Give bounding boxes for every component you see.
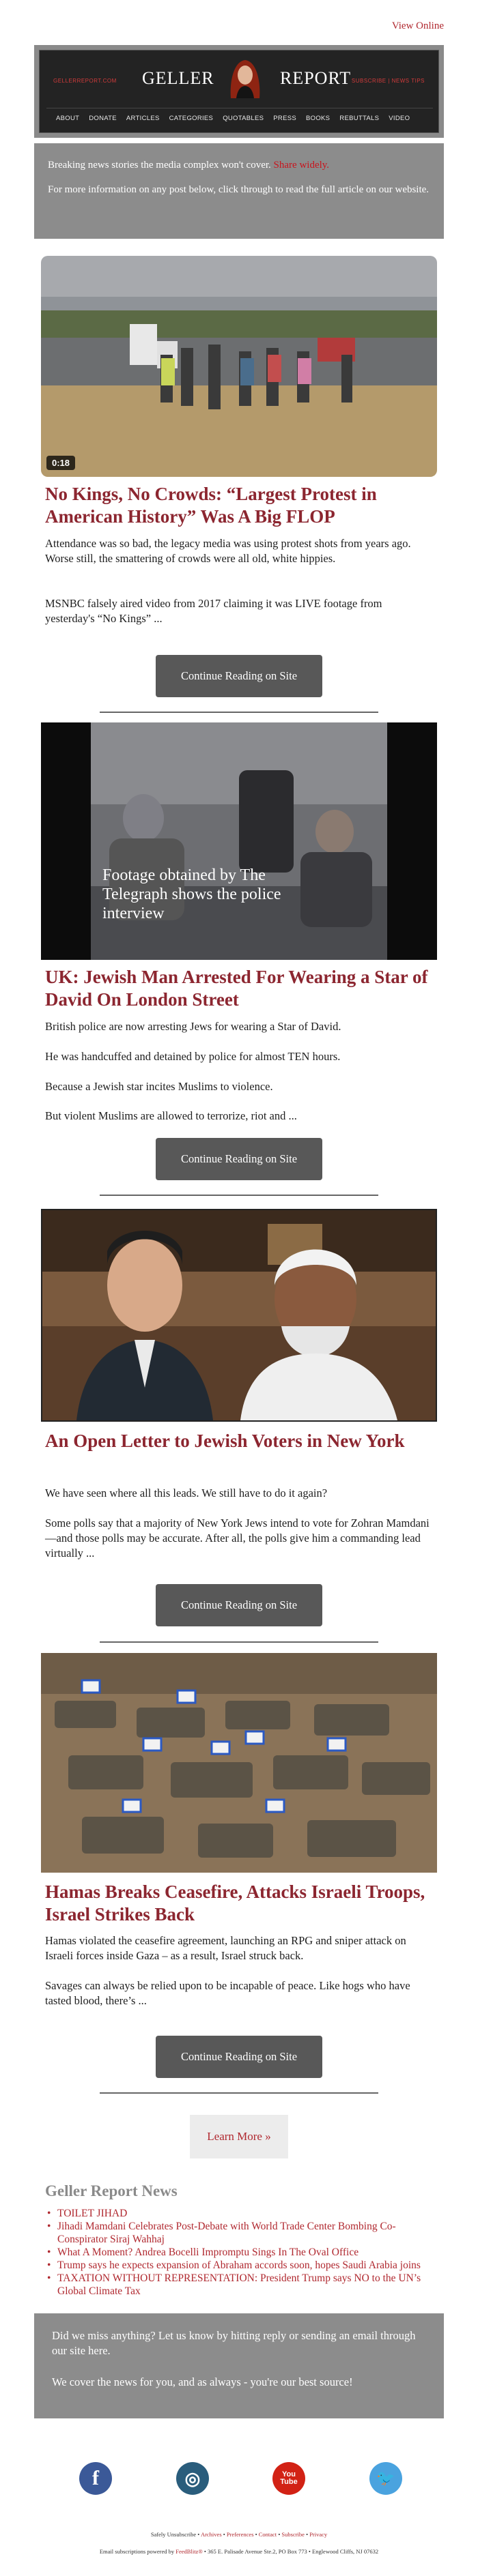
footer-links: Safely Unsubscribe • Archives • Preferences • Contact • Subscribe • Privacy [150, 2531, 328, 2538]
footer-contact-link[interactable]: Contact [258, 2531, 277, 2538]
masthead-banner[interactable] [34, 45, 444, 138]
article-2-image[interactable] [41, 722, 437, 960]
article-1-paragraph-1: Attendance was so bad, the legacy media was using protest shots from years ago. Worse still, the smattering of crowds were all old, white hippies. [45, 537, 411, 565]
article-4-paragraph-2: Savages can always be relied upon to be incapable of peace. Like hogs who have tasted blood, there’s ... [45, 1979, 410, 2007]
news-item-2[interactable]: • Jihadi Mamdani Celebrates Post-Debate with World Trade Center Bombing Co-Conspirator Siraj Wahhaj [57, 2220, 440, 2246]
masthead-site-url: GELLERREPORT.COM [53, 78, 117, 84]
mailing-address: 365 E. Palisade Avenue Ste.2, PO Box 773 • Englewood Cliffs, NJ 07632 [208, 2548, 379, 2555]
police-interview-photo [41, 722, 437, 960]
article-4-title[interactable]: Hamas Breaks Ceasefire, Attacks Israeli Troops, Israel Strikes Back [45, 1882, 425, 1924]
article-divider [100, 2092, 378, 2094]
nav-donate[interactable]: DONATE [89, 114, 117, 122]
article-1-paragraph-2: MSNBC falsely aired video from 2017 claiming it was LIVE footage from yesterday's “No Kings” ... [45, 597, 382, 625]
breaking-line: Breaking news stories the media complex won't cover. [48, 160, 271, 171]
article-2-paragraph-2: He was handcuffed and detained by police for almost TEN hours. [45, 1050, 341, 1063]
footer-archives-link[interactable]: Archives [200, 2531, 222, 2538]
feedblitz-link[interactable]: FeedBlitz® [175, 2548, 203, 2555]
masthead-nav [46, 108, 433, 128]
breaking-news-box [34, 143, 444, 239]
article-1-continue-button[interactable]: Continue Reading on Site [156, 655, 322, 697]
article-4-paragraph-1: Hamas violated the ceasefire agreement, launching an RPG and sniper attack on Israeli forces inside Gaza – as a result, Israel struck back. [45, 1934, 406, 1962]
article-1-title[interactable]: No Kings, No Crowds: “Largest Protest in American History” Was A Big FLOP [45, 484, 377, 527]
learn-more-button[interactable]: Learn More » [190, 2115, 288, 2158]
news-heading: Geller Report News [45, 2182, 178, 2199]
article-2-paragraph-3: Because a Jewish star incites Muslims to violence. [45, 1080, 273, 1093]
news-item-5[interactable]: • TAXATION WITHOUT REPRESENTATION: President Trump says NO to the UN’s Global Climate Tax [57, 2272, 440, 2298]
article-1-image[interactable] [41, 256, 437, 477]
feedback-text[interactable]: Did we miss anything? Let us know by hitting reply or sending an email through our site here. [52, 2329, 416, 2357]
masthead-inner [39, 50, 439, 133]
powered-by-label: Email subscriptions powered by [99, 2548, 175, 2555]
article-2-continue-button[interactable]: Continue Reading on Site [156, 1138, 322, 1180]
article-divider [100, 712, 378, 713]
israeli-tanks-photo [41, 1653, 437, 1873]
feedback-thanks: We cover the news for you, and as always - you're our best source! [52, 2375, 353, 2388]
article-3-title[interactable]: An Open Letter to Jewish Voters in New York [45, 1431, 405, 1451]
protest-photo [41, 256, 437, 477]
share-widely-link[interactable]: Share widely. [273, 160, 330, 171]
article-4-image[interactable] [41, 1653, 437, 1873]
article-3-image[interactable] [41, 1209, 437, 1422]
article-2-paragraph-4: But violent Muslims are allowed to terrorize, riot and ... [45, 1109, 297, 1122]
footer-privacy-link[interactable]: Privacy [309, 2531, 328, 2538]
logo-text-left: GELLER [142, 68, 214, 88]
nav-articles[interactable]: ARTICLES [126, 114, 160, 122]
footer-preferences-link[interactable]: Preferences [226, 2531, 254, 2538]
article-2-title[interactable]: UK: Jewish Man Arrested For Wearing a Star of David On London Street [45, 967, 428, 1010]
news-item-4[interactable]: • Trump says he expects expansion of Abraham accords soon, hopes Saudi Arabia joins [57, 2259, 440, 2272]
article-4-continue-button[interactable]: Continue Reading on Site [156, 2036, 322, 2078]
article-3-continue-button[interactable]: Continue Reading on Site [156, 1584, 322, 1626]
feedback-box [34, 2313, 444, 2418]
article-3-paragraph-2: Some polls say that a majority of New York Jews intend to vote for Zohran Mamdani—and those polls may be accurate. After all, the polls give him a commanding lead virtually ... [45, 1517, 430, 1560]
video-duration-badge: 0:18 [46, 456, 75, 470]
logo-text-right: REPORT [280, 68, 352, 88]
unsubscribe-link[interactable]: Safely Unsubscribe [150, 2531, 197, 2538]
youtube-icon[interactable]: You Tube [272, 2462, 305, 2495]
nav-about[interactable]: ABOUT [56, 114, 80, 122]
nav-press[interactable]: PRESS [273, 114, 296, 122]
article-3-paragraph-1: We have seen where all this leads. We still have to do it again? [45, 1487, 328, 1499]
breaking-info: For more information on any post below, click through to read the full article on our website. [48, 184, 430, 195]
logo-portrait-icon [224, 55, 266, 98]
article-2-paragraph-1: British police are now arresting Jews for wearing a Star of David. [45, 1020, 341, 1033]
article-divider [100, 1641, 378, 1643]
instagram-icon[interactable]: ◎ [176, 2462, 209, 2495]
facebook-icon[interactable]: f [79, 2462, 112, 2495]
footer-subscribe-link[interactable]: Subscribe [281, 2531, 305, 2538]
masthead-subscribe-links[interactable]: SUBSCRIBE | NEWS TIPS [351, 78, 425, 84]
twitter-icon[interactable]: 🐦 [369, 2462, 402, 2495]
nav-video[interactable]: VIDEO [389, 114, 410, 122]
nav-categories[interactable]: CATEGORIES [169, 114, 214, 122]
nav-books[interactable]: BOOKS [306, 114, 331, 122]
news-item-3[interactable]: • What A Moment? Andrea Bocelli Impromptu Sings In The Oval Office [57, 2246, 440, 2259]
nav-rebuttals[interactable]: REBUTTALS [339, 114, 380, 122]
footer-address: Email subscriptions powered by FeedBlitz® • 365 E. Palisade Avenue Ste.2, PO Box 773 • Englewood Cliffs, NJ 07632 [99, 2548, 379, 2555]
two-men-photo [42, 1210, 436, 1420]
news-list [57, 2207, 440, 2298]
article-divider [100, 1195, 378, 1196]
nav-quotables[interactable]: QUOTABLES [223, 114, 264, 122]
view-online-link[interactable]: View Online [391, 20, 444, 31]
news-item-1[interactable]: • TOILET JIHAD [57, 2207, 440, 2220]
image-caption: Footage obtained by The Telegraph shows the police interview [102, 866, 281, 922]
